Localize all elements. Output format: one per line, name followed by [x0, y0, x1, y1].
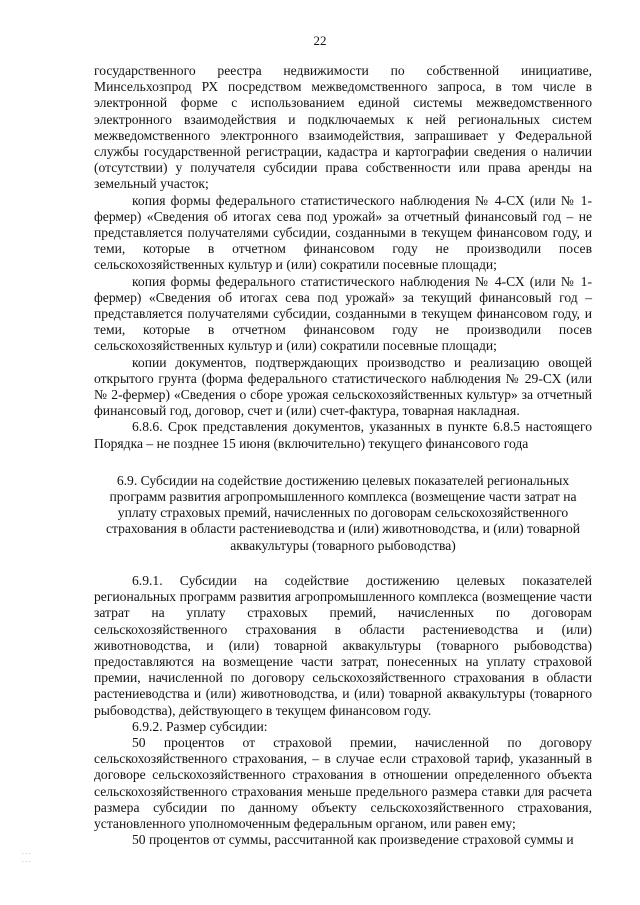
paragraph-vegetable-documents: копии документов, подтверждающих производство и реализацию овощей открытого грунта (форма федерального статистического наблюдения № 29-СХ (или № 2-фермер) «Сведения о сборе урожая сельскохозяйственных культур» за отчетный финансовый год, договор, счет и (или) счет-фактура, товарная накладная. [94, 354, 592, 419]
paragraph-continuation: государственного реестра недвижимости по собственной инициативе, Минсельхозпрод РХ посредством межведомственного запроса, в том числе в электронной форме с использованием единой системы межведомственного электронного взаимодействия и подключаемых к ней региональных систем межведомственного электронного взаимодействия, запрашивает у Федеральной службы государственной регистрации, кадастра и картографии сведения о наличии (отсутствии) у получателя субсидии права собственности или права аренды на земельный участок; [94, 63, 592, 192]
paragraph-6-8-6: 6.8.6. Срок представления документов, указанных в пункте 6.8.5 настоящего Порядка – не позднее 15 июня (включительно) текущего финансового года [94, 419, 592, 451]
paragraph-6-9-2: 6.9.2. Размер субсидии: [132, 718, 268, 734]
paragraph-form-4sx-reporting: копия формы федерального статистического наблюдения № 4-СХ (или № 1-фермер) «Сведения об итогах сева под урожай» за отчетный финансовый год – не представляется получателями субсидии, созданными в текущем финансовом году, и теми, которые в отчетном финансовом году не производили посев сельскохозяйственных культур и (или) сократили посевные площади; [94, 192, 592, 273]
margin-mark-text: . . . . . . [22, 848, 31, 864]
paragraph-6-9-1: 6.9.1. Субсидии на содействие достижению целевых показателей региональных программ развития агропромышленного комплекса (возмещение части затрат на уплату страховых премий, начисленных по договорам сельскохозяйственного страхования в области растениеводства и (или) животноводства, и (или) товарной аквакультуры (товарного рыбоводства) предоставляются на возмещение части затрат, понесенных на уплату страховой премии, начисленной по договору сельскохозяйственного страхования в области растениеводства и (или) животноводства, и (или) товарной аквакультуры (товарного рыбоводства), действующего в текущем финансовом году. [94, 572, 592, 718]
page-number: 22 [313, 33, 327, 48]
paragraph-subsidy-50-percent-premium: 50 процентов от страховой премии, начисленной по договору сельскохозяйственного страхования, – в случае если страховой тариф, указанный в договоре сельскохозяйственного страхования в отношении определенного объекта сельскохозяйственного страхования меньше предельного размера ставки для расчета размера субсидии по данному объекту сельскохозяйственного страхования, установленного уполномоченным федеральным органом, или равен ему; [94, 734, 592, 831]
document-body [94, 63, 592, 848]
paragraph-form-4sx-current: копия формы федерального статистического наблюдения № 4-СХ (или № 1-фермер) «Сведения об итогах сева под урожай» за текущий финансовый год – представляется получателями субсидии, созданными в текущем финансовом году, и теми, которые в отчетном финансовом году не производили посев сельскохозяйственных культур и (или) сократили посевные площади; [94, 273, 592, 354]
margin-scan-mark [22, 848, 32, 888]
paragraph-subsidy-50-percent-sum: 50 процентов от суммы, рассчитанной как произведение страховой суммы и [132, 832, 574, 848]
section-heading-6-9: 6.9. Субсидии на содействие достижению целевых показателей региональных программ развития агропромышленного комплекса (возмещение части затрат на уплату страховых премий, начисленных по договорам сельскохозяйственного страхования в области растениеводства и (или) животноводства, и (или) товарной аквакультуры (товарного рыбоводства) [105, 472, 581, 553]
